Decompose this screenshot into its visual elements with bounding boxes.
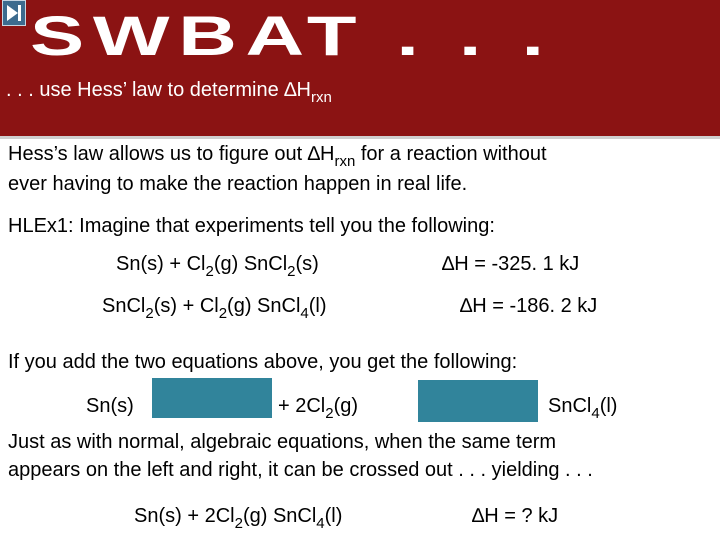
intro-line-1: Hess’s law allows us to figure out $\Delta H_{rxn}$ for a reaction without — [8, 143, 547, 170]
equation-1-enthalpy: ∆H = -325. 1 kJ — [442, 253, 580, 275]
slide-title: SWBAT . . . — [30, 4, 553, 67]
equation-2-enthalpy: ∆H = -186. 2 kJ — [460, 295, 598, 317]
objective-text: . . . use Hess’ law to determine $\Delta H_{rxn}$ — [6, 79, 332, 106]
example-label: HLEx1: Imagine that experiments tell you the following: — [8, 215, 495, 237]
crossed-term-cover-left — [152, 378, 272, 418]
equation-2: SnCl$_2$(s) + $Cl_2(g)$ SnCl$_4$(l) — [102, 295, 327, 322]
combined-middle: + $2Cl_2(g)$ — [278, 395, 359, 422]
crossed-term-cover-right — [418, 380, 538, 422]
result-enthalpy: ∆H = ? kJ — [472, 505, 559, 527]
play-next-icon[interactable] — [2, 0, 26, 26]
explanation-line-2: appears on the left and right, it can be crossed out . . . yielding . . . — [8, 459, 593, 481]
combine-text: If you add the two equations above, you get the following: — [8, 351, 518, 373]
explanation-line-1: Just as with normal, algebraic equations, when the same term — [8, 431, 557, 453]
combined-left: Sn(s) — [86, 395, 134, 417]
result-equation: $Sn(s) + 2Cl_2(g)$ SnCl$_4$(l) — [134, 505, 343, 532]
equation-1: $Sn(s) + Cl_2(g)$ SnCl$_2$(s) — [116, 253, 319, 280]
intro-line-2: ever having to make the reaction happen in real life. — [8, 173, 468, 195]
combined-right: SnCl$_4$(l) — [548, 395, 618, 422]
banner-divider — [0, 136, 720, 139]
delta-symbol: ∆ — [284, 79, 297, 101]
